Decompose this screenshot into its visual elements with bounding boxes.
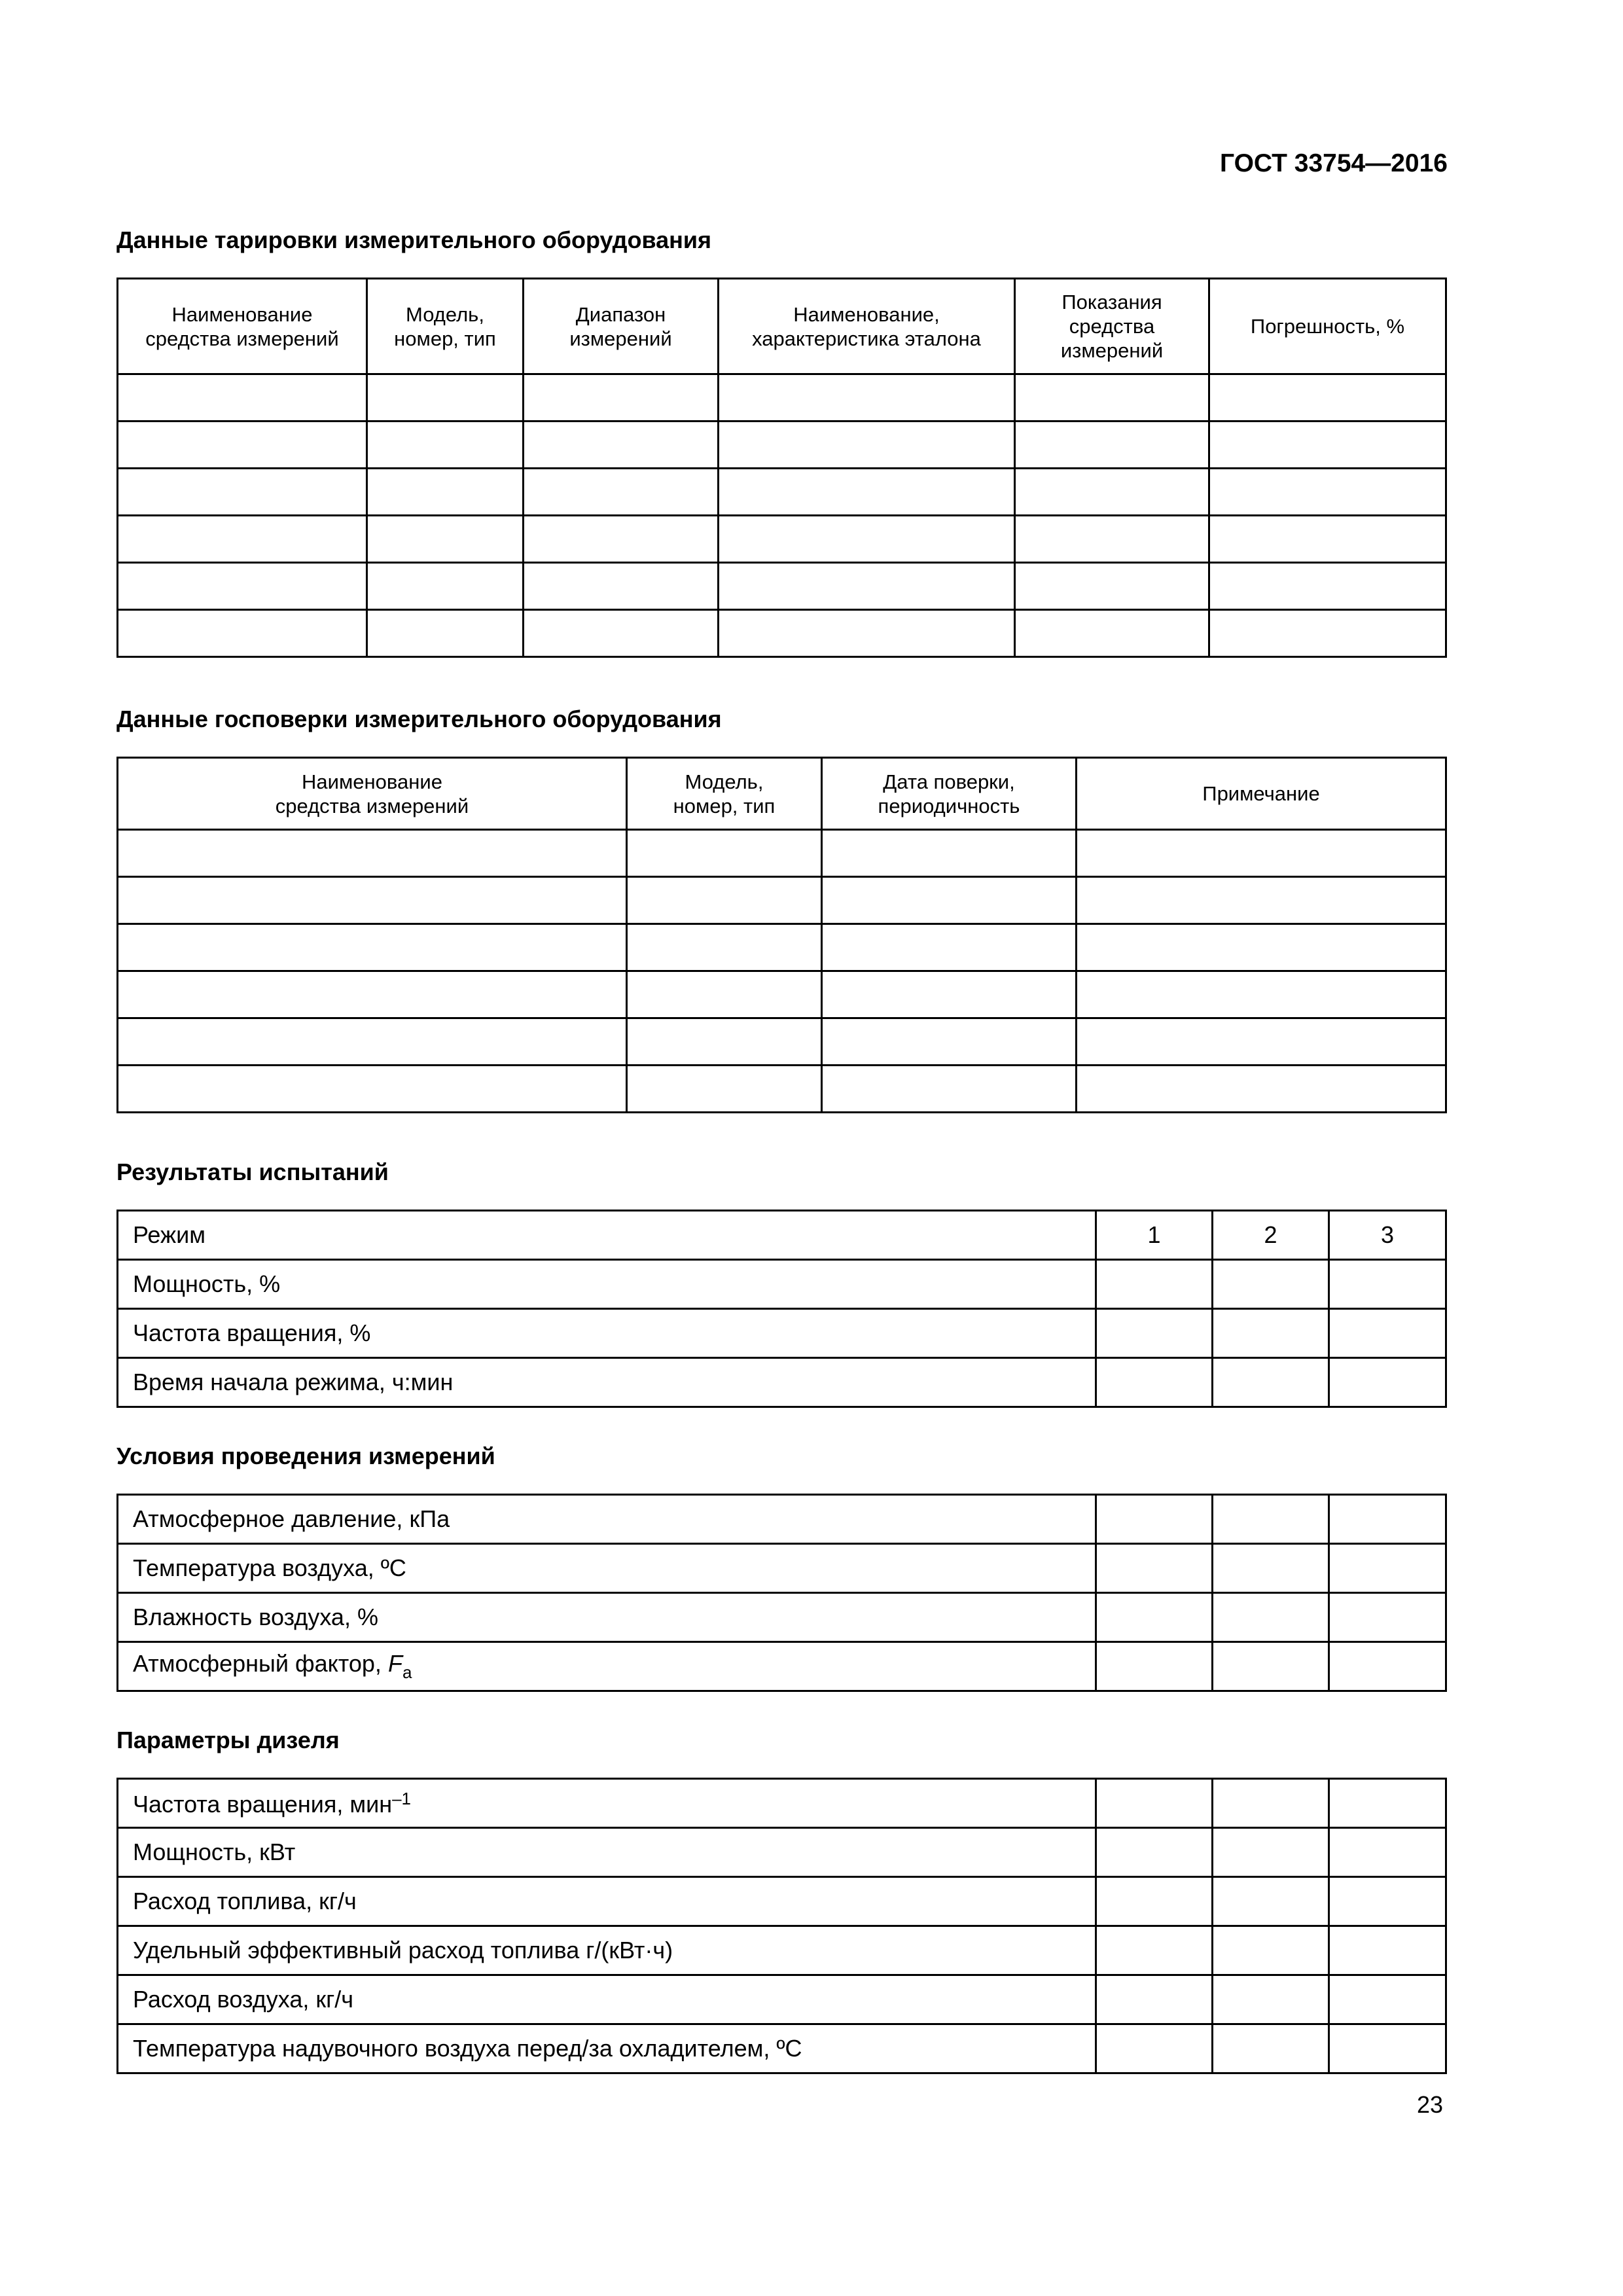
- diesel-table: [116, 1778, 1447, 2074]
- mode-number: 2: [1213, 1211, 1329, 1260]
- conditions-row-temperature: [118, 1544, 1446, 1593]
- verification-empty-cell: [627, 924, 822, 971]
- calibration-empty-cell: [524, 563, 719, 610]
- results-label-power: Мощность, %: [118, 1260, 1096, 1309]
- calibration-empty-cell: [1209, 563, 1446, 610]
- calibration-empty-cell: [524, 516, 719, 563]
- diesel-title: Параметры дизеля: [116, 1727, 340, 1753]
- conditions-label-humidity: Влажность воздуха, %: [118, 1593, 1096, 1642]
- calibration-empty-row: [118, 516, 1446, 563]
- document-code: ГОСТ 33754—2016: [1220, 149, 1448, 177]
- results-row-power: [118, 1260, 1446, 1309]
- verification-empty-cell: [1077, 1018, 1446, 1066]
- calibration-empty-cell: [1015, 422, 1209, 469]
- verification-table: [116, 757, 1447, 1113]
- verification-empty-cell: [822, 877, 1077, 924]
- diesel-label-boost-temp: Температура надувочного воздуха перед/за охладителем, ºС: [118, 2024, 1096, 2073]
- diesel-row-speed: [118, 1779, 1446, 1828]
- calibration-empty-cell: [1209, 469, 1446, 516]
- calibration-empty-row: [118, 610, 1446, 657]
- calibration-empty-cell: [1015, 516, 1209, 563]
- calibration-empty-cell: [1209, 374, 1446, 422]
- diesel-row-air: [118, 1975, 1446, 2024]
- diesel-label-speed: Частота вращения, мин$^{-1}$: [118, 1779, 1096, 1828]
- calibration-title: Данные тарировки измерительного оборудования: [116, 226, 712, 253]
- calibration-col-model: Модель, номер, тип: [367, 279, 524, 374]
- calibration-empty-row: [118, 563, 1446, 610]
- calibration-empty-cell: [719, 422, 1015, 469]
- diesel-label-power: Мощность, кВт: [118, 1828, 1096, 1877]
- diesel-label-specific-fuel: Удельный эффективный расход топлива г/(кВт·ч): [118, 1926, 1096, 1975]
- calibration-empty-cell: [118, 516, 367, 563]
- conditions-label-temperature: Температура воздуха, ºС: [118, 1544, 1096, 1593]
- calibration-table: [116, 278, 1447, 658]
- results-row-speed: [118, 1309, 1446, 1358]
- calibration-col-readings: Показания средства измерений: [1015, 279, 1209, 374]
- calibration-empty-cell: [1209, 422, 1446, 469]
- calibration-empty-cell: [524, 469, 719, 516]
- verification-empty-cell: [1077, 924, 1446, 971]
- diesel-row-fuel: [118, 1877, 1446, 1926]
- calibration-empty-cell: [719, 374, 1015, 422]
- calibration-empty-cell: [118, 610, 367, 657]
- diesel-row-specific-fuel: [118, 1926, 1446, 1975]
- calibration-empty-cell: [367, 469, 524, 516]
- verification-empty-row: [118, 830, 1446, 877]
- verification-empty-cell: [822, 1066, 1077, 1113]
- conditions-title: Условия проведения измерений: [116, 1443, 495, 1469]
- diesel-label-fuel: Расход топлива, кг/ч: [118, 1877, 1096, 1926]
- calibration-empty-cell: [719, 516, 1015, 563]
- verification-empty-cell: [627, 971, 822, 1018]
- verification-col-instrument: Наименование средства измерений: [118, 758, 627, 830]
- mode-number: 1: [1096, 1211, 1213, 1260]
- calibration-empty-cell: [367, 374, 524, 422]
- verification-empty-cell: [822, 1018, 1077, 1066]
- page-number: 23: [1416, 2091, 1443, 2118]
- verification-empty-cell: [118, 971, 627, 1018]
- verification-empty-cell: [118, 1018, 627, 1066]
- verification-empty-cell: [822, 971, 1077, 1018]
- calibration-empty-row: [118, 469, 1446, 516]
- diesel-row-power: [118, 1828, 1446, 1877]
- results-label-speed: Частота вращения, %: [118, 1309, 1096, 1358]
- verification-empty-cell: [627, 1018, 822, 1066]
- conditions-label-pressure: Атмосферное давление, кПа: [118, 1495, 1096, 1544]
- verification-empty-cell: [1077, 830, 1446, 877]
- verification-empty-row: [118, 1066, 1446, 1113]
- calibration-col-error: Погрешность, %: [1209, 279, 1446, 374]
- calibration-empty-cell: [367, 422, 524, 469]
- calibration-col-standard: Наименование, характеристика эталона: [719, 279, 1015, 374]
- results-row-mode: [118, 1211, 1446, 1260]
- verification-empty-cell: [118, 877, 627, 924]
- verification-empty-row: [118, 877, 1446, 924]
- verification-empty-cell: [627, 1066, 822, 1113]
- calibration-empty-cell: [367, 516, 524, 563]
- verification-empty-cell: [118, 830, 627, 877]
- calibration-empty-cell: [524, 422, 719, 469]
- calibration-empty-cell: [118, 563, 367, 610]
- verification-empty-cell: [1077, 1066, 1446, 1113]
- verification-empty-cell: [822, 830, 1077, 877]
- calibration-col-instrument: Наименование средства измерений: [118, 279, 367, 374]
- diesel-label-air: Расход воздуха, кг/ч: [118, 1975, 1096, 2024]
- calibration-empty-cell: [524, 374, 719, 422]
- calibration-empty-cell: [367, 563, 524, 610]
- calibration-empty-cell: [367, 610, 524, 657]
- results-title: Результаты испытаний: [116, 1158, 389, 1185]
- calibration-empty-cell: [1015, 610, 1209, 657]
- verification-empty-cell: [118, 1066, 627, 1113]
- calibration-empty-cell: [1015, 563, 1209, 610]
- calibration-empty-cell: [118, 422, 367, 469]
- calibration-empty-cell: [524, 610, 719, 657]
- verification-empty-cell: [118, 924, 627, 971]
- calibration-empty-cell: [1209, 610, 1446, 657]
- calibration-empty-cell: [1015, 469, 1209, 516]
- verification-title: Данные госповерки измерительного оборудования: [116, 706, 722, 732]
- calibration-empty-cell: [1015, 374, 1209, 422]
- verification-col-date: Дата поверки, периодичность: [822, 758, 1077, 830]
- calibration-empty-cell: [719, 610, 1015, 657]
- calibration-col-range: Диапазон измерений: [524, 279, 719, 374]
- verification-empty-cell: [1077, 877, 1446, 924]
- results-row-start-time: [118, 1358, 1446, 1407]
- diesel-row-boost-temp: [118, 2024, 1446, 2073]
- calibration-empty-cell: [719, 563, 1015, 610]
- results-label-start-time: Время начала режима, ч:мин: [118, 1358, 1096, 1407]
- mode-number: 3: [1329, 1211, 1446, 1260]
- calibration-empty-cell: [118, 374, 367, 422]
- conditions-row-factor: [118, 1642, 1446, 1691]
- verification-empty-cell: [1077, 971, 1446, 1018]
- conditions-table: [116, 1494, 1447, 1692]
- conditions-label-factor: Атмосферный фактор, $F_a$: [118, 1642, 1096, 1691]
- verification-empty-row: [118, 924, 1446, 971]
- conditions-row-pressure: [118, 1495, 1446, 1544]
- verification-empty-cell: [627, 830, 822, 877]
- verification-col-note: Примечание: [1077, 758, 1446, 830]
- calibration-empty-cell: [118, 469, 367, 516]
- conditions-row-humidity: [118, 1593, 1446, 1642]
- calibration-empty-cell: [719, 469, 1015, 516]
- verification-empty-cell: [627, 877, 822, 924]
- calibration-empty-row: [118, 374, 1446, 422]
- results-table: [116, 1210, 1447, 1408]
- verification-empty-row: [118, 1018, 1446, 1066]
- results-label-mode: Режим: [118, 1211, 1096, 1260]
- calibration-empty-cell: [1209, 516, 1446, 563]
- calibration-empty-row: [118, 422, 1446, 469]
- verification-empty-cell: [822, 924, 1077, 971]
- verification-empty-row: [118, 971, 1446, 1018]
- verification-col-model: Модель, номер, тип: [627, 758, 822, 830]
